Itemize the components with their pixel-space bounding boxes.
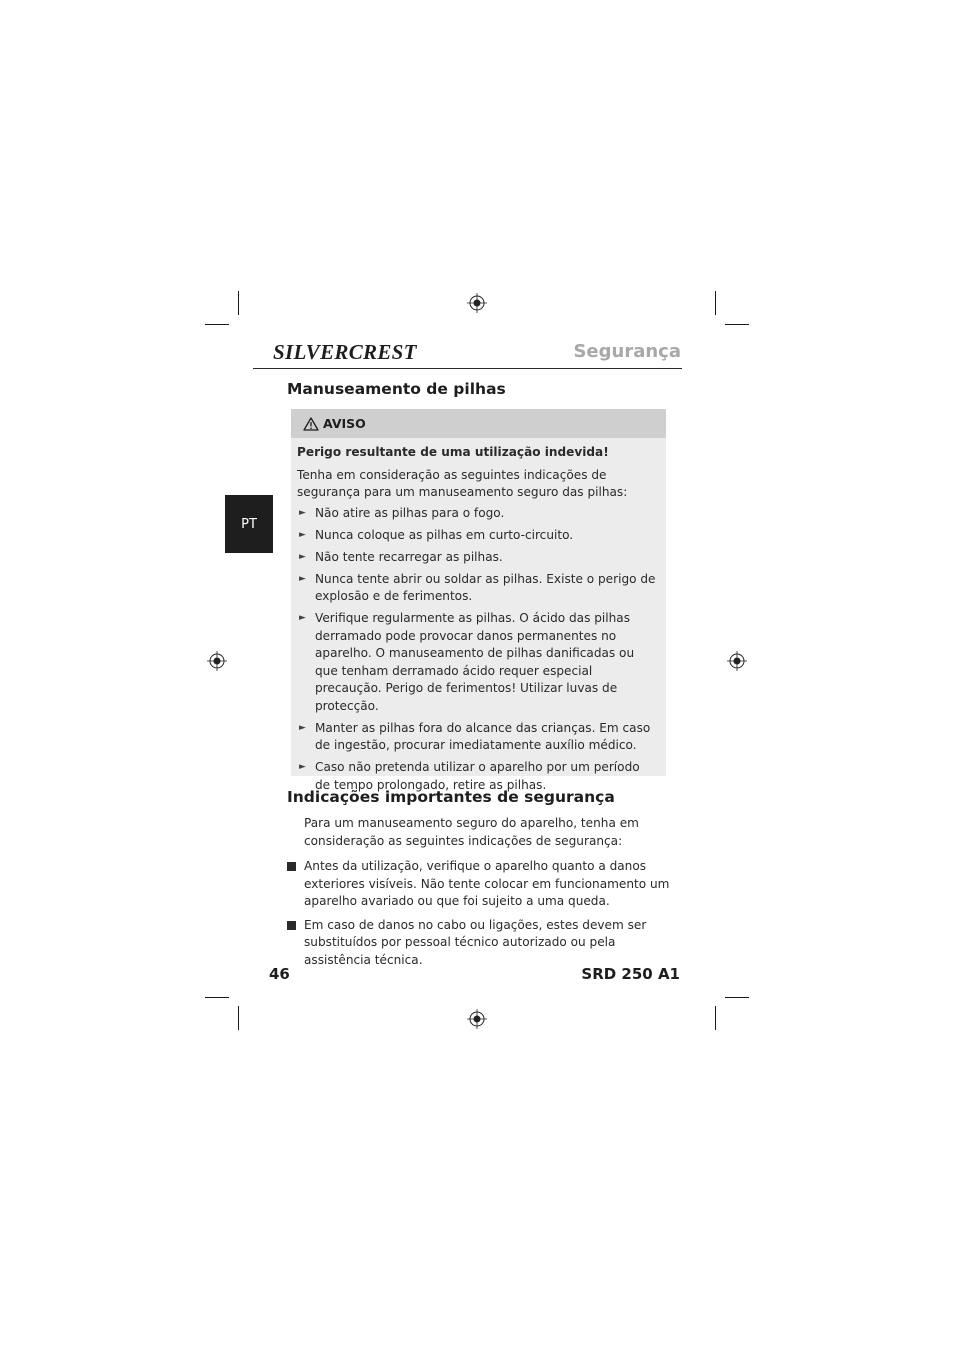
crop-mark bbox=[238, 1006, 239, 1030]
crop-mark bbox=[238, 291, 239, 315]
model-number: SRD 250 A1 bbox=[581, 965, 680, 983]
crop-mark bbox=[715, 1006, 716, 1030]
section-heading-safety: Indicações importantes de segurança bbox=[287, 788, 615, 806]
registration-mark-icon bbox=[207, 651, 227, 671]
warning-intro: Tenha em consideração as seguintes indicações de segurança para um manuseamento seguro das pilhas: bbox=[297, 467, 628, 499]
arrow-bullet-icon: ► bbox=[299, 573, 306, 584]
crop-mark bbox=[715, 291, 716, 315]
square-bullet-icon bbox=[287, 862, 296, 871]
header-divider bbox=[253, 368, 682, 369]
list-item: Em caso de danos no cabo ou ligações, estes devem ser substituídos por pessoal técnico autorizado ou pela assistência técnica. bbox=[287, 917, 677, 970]
registration-mark-icon bbox=[727, 651, 747, 671]
list-item: ► Verifique regularmente as pilhas. O ácido das pilhas derramado pode provocar danos permanentes no aparelho. O manuseamento de pilhas danificadas ou que tenham derramado ácido requer especial precaução. Perigo de ferimentos! Utilizar luvas de protecção. bbox=[299, 611, 635, 713]
arrow-bullet-icon: ► bbox=[299, 551, 306, 562]
crop-mark bbox=[205, 324, 229, 325]
list-item: Antes da utilização, verifique o aparelho quanto a danos exteriores visíveis. Não tente colocar em funcionamento um aparelho avariado ou que foi sujeito a uma queda. bbox=[287, 858, 677, 911]
danger-line: Perigo resultante de uma utilização indevida! bbox=[297, 445, 609, 459]
arrow-bullet-icon: ► bbox=[299, 529, 306, 540]
registration-mark-icon bbox=[467, 1009, 487, 1029]
arrow-bullet-icon: ► bbox=[299, 507, 306, 518]
section-title: Segurança bbox=[573, 341, 681, 362]
crop-mark bbox=[205, 997, 229, 998]
warning-header bbox=[291, 409, 666, 438]
section-heading-batteries: Manuseamento de pilhas bbox=[287, 380, 506, 398]
crop-mark bbox=[725, 997, 749, 998]
list-item: ► Nunca coloque as pilhas em curto-circuito. bbox=[297, 527, 656, 545]
page-number: 46 bbox=[269, 965, 290, 983]
registration-mark-icon bbox=[467, 293, 487, 313]
list-item: ► Manter as pilhas fora do alcance das crianças. Em caso de ingestão, procurar imediatamente auxílio médico. bbox=[299, 720, 651, 752]
arrow-bullet-icon: ► bbox=[299, 613, 306, 623]
brand-logo: SILVERCREST bbox=[273, 340, 417, 364]
arrow-bullet-icon: ► bbox=[299, 762, 306, 772]
warning-box bbox=[291, 409, 666, 792]
list-item: ► Nunca tente abrir ou soldar as pilhas. Existe o perigo de explosão e de ferimentos. bbox=[299, 571, 656, 603]
list-item: ► Não atire as pilhas para o fogo. bbox=[297, 505, 656, 523]
safety-intro: Para um manuseamento seguro do aparelho, tenha em consideração as seguintes indicações de segurança: bbox=[304, 816, 639, 848]
crop-mark bbox=[725, 324, 749, 325]
square-bullet-icon bbox=[287, 921, 296, 930]
warning-label: AVISO bbox=[323, 416, 366, 431]
list-item: ► Não tente recarregar as pilhas. bbox=[297, 549, 656, 567]
warning-triangle-icon bbox=[303, 417, 319, 431]
warning-list bbox=[297, 505, 656, 795]
arrow-bullet-icon: ► bbox=[299, 722, 306, 733]
safety-list bbox=[287, 858, 677, 975]
warning-body bbox=[291, 438, 666, 794]
list-item: ► Caso não pretenda utilizar o aparelho por um período de tempo prolongado, retire as pilhas. bbox=[299, 760, 640, 792]
language-tab: PT bbox=[225, 495, 273, 553]
